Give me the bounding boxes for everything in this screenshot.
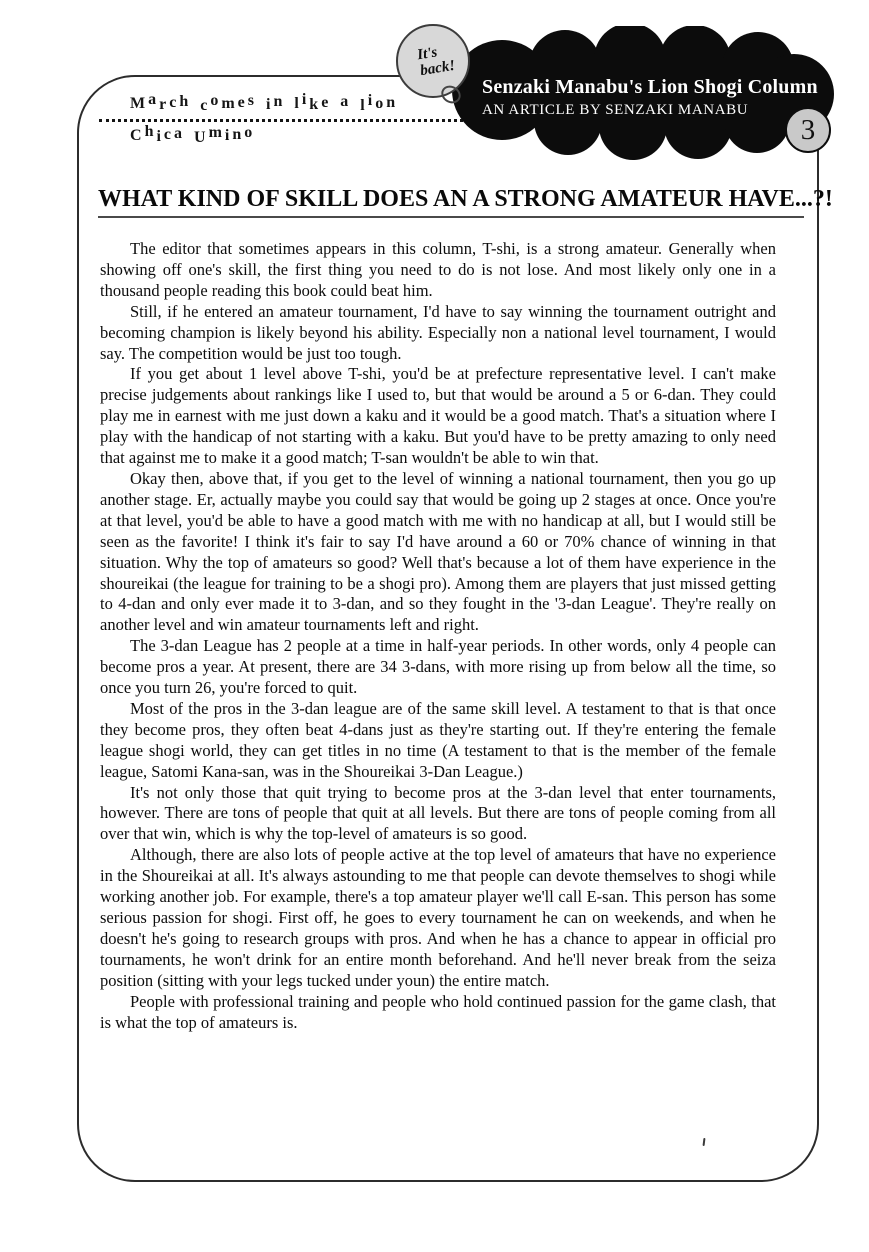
paragraph: If you get about 1 level above T-shi, you'd be at prefecture representative level. I can't make precise judgements about rankings like I used to, but that would be around a 5 or 6-dan. They could play me in earnest with me just down a kaku and it would be a good match. That's a situation where I play with the handicap of not starting with a kaku. But you'd have to be pretty amazing to only need that against me to make it a good match; T-san wouldn't be able to win that. (100, 364, 776, 468)
bubble-text-line1: It's (415, 44, 438, 64)
article-title: WHAT KIND OF SKILL DOES AN A STRONG AMATEUR HAVE...?! (98, 186, 833, 212)
article-body (100, 239, 776, 1033)
title-underline (98, 216, 804, 218)
banner-subtitle: AN ARTICLE BY SENZAKI MANABU (482, 102, 749, 118)
bubble-text-line2: back! (418, 57, 456, 80)
paragraph: The 3-dan League has 2 people at a time in half-year periods. In other words, only 4 people can become pros a year. At present, there are 34 3-dans, with more rising up from below all the time, so once you turn 26, you're forced to quit. (100, 636, 776, 698)
paragraph: People with professional training and people who hold continued passion for the game clash, that is what the top of amateurs is. (100, 991, 776, 1032)
paragraph: Still, if he entered an amateur tournament, I'd have to say winning the tournament outright and becoming champion is likely beyond his ability. Especially non a national level tournament, I would say. The competition would be just too tough. (100, 301, 776, 363)
issue-number-badge (785, 107, 831, 153)
paragraph: Okay then, above that, if you get to the level of winning a national tournament, then you go up another stage. Er, actually maybe you could say that would be going up 2 stages at once. Once you're at that level, you'd be able to have a good match with me with no handicap at all, but I would still be seen as the favorite! I think it's fair to say I'd have around a 60 or 70% chance of winning in that situation. Why the top of amateurs so good? Well that's because a lot of them have experience in the shoureikai (the league for training to be a shogi pro). Among them are players that just missed getting to 4-dan and only ever made it to 3-dan, and so they fought in the '3-dan League'. They're really on another level and win amateur tournaments left and right. (100, 468, 776, 635)
banner-title: Senzaki Manabu's Lion Shogi Column (482, 76, 818, 98)
series-author: C h i c a U m i n o (130, 123, 253, 146)
its-back-bubble (396, 24, 470, 98)
paragraph: Although, there are also lots of people active at the top level of amateurs that have no experience in the Shoureikai at all. It's always astounding to me that people can devote themselves to shogi while working another job. For example, there's a top amateur player we'll call E-san. This person has some serious passion for shogi. First off, he goes to every tournament he can on weekends, and when he doesn't he's going to research groups with pros. And when he has a chance to appear in official pro tournaments, he won't drink for an entire month beforehand. And he'll never break from the seiza position (sitting with your legs tucked under youn) the entire match. (100, 845, 776, 990)
issue-number: 3 (800, 113, 816, 146)
paragraph: Most of the pros in the 3-dan league are of the same skill level. A testament to that is that once they become pros, they often beat 4-dans just as they're starting out. If they're entering the female league shogi world, they can get titles in no time (A testament to that is the member of the female league, Satomi Kana-san, was in the Shoureikai 3-Dan League.) (100, 698, 776, 781)
column-banner (482, 76, 818, 119)
bubble-text (410, 42, 456, 80)
paragraph: The editor that sometimes appears in this column, T-shi, is a strong amateur. Generally when showing off one's skill, the first thing you need to do is not lose. And most likely only one in a thousand people reading this book could beat him. (100, 239, 776, 300)
paragraph: It's not only those that quit trying to become pros at the 3-dan level that enter tournaments, however. There are tons of people that quit at all levels. But there are tons of people coming from all over that win, which is why the top-level of amateurs is so good. (100, 782, 776, 844)
series-title: M a r c h c o m e s i n l i k e a l i o n (130, 91, 396, 114)
